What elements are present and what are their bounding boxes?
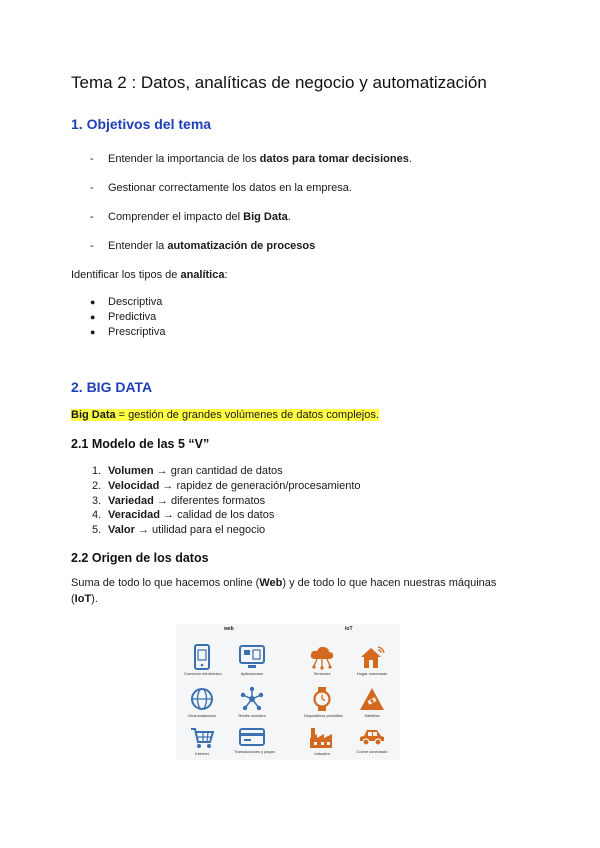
five-v-item: 4. Veracidad → calidad de los datos [92, 509, 275, 521]
cloud-sensor-icon [308, 644, 336, 670]
internet-item: Internet [184, 726, 220, 756]
five-v-item: 1. Volumen → gran cantidad de datos [92, 465, 283, 477]
shopping-cart-icon [189, 726, 215, 750]
five-v-item: 5. Valor → utilidad para el negocio [92, 524, 266, 536]
social-networks-item: Redes sociales [234, 686, 270, 718]
objective-item: - Gestionar correctamente los datos en la empresa. [90, 182, 352, 194]
credit-card-icon [238, 726, 266, 748]
document-title: Tema 2 : Datos, analíticas de negocio y automatización [71, 73, 487, 92]
sensors-item: Sensores [304, 644, 340, 676]
geolocation-item: Geolocalización [184, 686, 220, 718]
connected-car-item: Coche conectado [354, 726, 390, 754]
iot-column-label: IoT [345, 626, 353, 632]
network-icon [239, 686, 265, 712]
analytics-item: ● Descriptiva [90, 296, 163, 308]
satellites-item: Satélites [354, 686, 390, 718]
big-data-definition: Big Data = gestión de grandes volúmenes de datos complejos. [71, 409, 379, 421]
data-sources-figure [176, 624, 400, 760]
objective-item: - Entender la importancia de los datos para tomar decisiones. [90, 153, 412, 165]
transactions-item: Transacciones y pagos [234, 726, 270, 754]
web-column-label: web [224, 626, 234, 632]
five-v-item: 2. Velocidad → rapidez de generación/procesamiento [92, 480, 361, 492]
smartphone-icon [192, 644, 212, 670]
analytics-item: ● Prescriptiva [90, 326, 166, 338]
objective-item: - Comprender el impacto del Big Data. [90, 211, 291, 223]
satellite-icon [358, 686, 386, 712]
ecommerce-item: Comercio electrónico [184, 644, 220, 676]
objective-item: - Entender la automatización de procesos [90, 240, 316, 252]
house-wifi-icon [358, 644, 386, 670]
car-icon [357, 726, 387, 748]
subsection-origin-heading: 2.2 Origen de los datos [71, 551, 209, 565]
section-2-heading: 2. BIG DATA [71, 379, 153, 395]
five-v-item: 3. Variedad → diferentes formatos [92, 495, 266, 507]
origin-paragraph-line-2: (IoT). [71, 593, 98, 605]
monitor-icon [238, 644, 266, 670]
globe-icon [189, 686, 215, 712]
smartwatch-icon [311, 686, 333, 712]
analytics-item: ● Predictiva [90, 311, 157, 323]
subsection-5v-heading: 2.1 Modelo de las 5 “V” [71, 437, 210, 451]
apps-item: Aplicaciones [234, 644, 270, 676]
factory-icon [308, 726, 336, 750]
origin-paragraph-line-1: Suma de todo lo que hacemos online (Web) y de todo lo que hacen nuestras máquinas [71, 577, 497, 589]
industry-item: Industria [304, 726, 340, 756]
section-1-heading: 1. Objetivos del tema [71, 116, 212, 132]
analytics-intro: Identificar los tipos de analítica: [71, 269, 228, 281]
connected-home-item: Hogar conectado [354, 644, 390, 676]
wearables-item: Dispositivos portátiles [304, 686, 340, 718]
